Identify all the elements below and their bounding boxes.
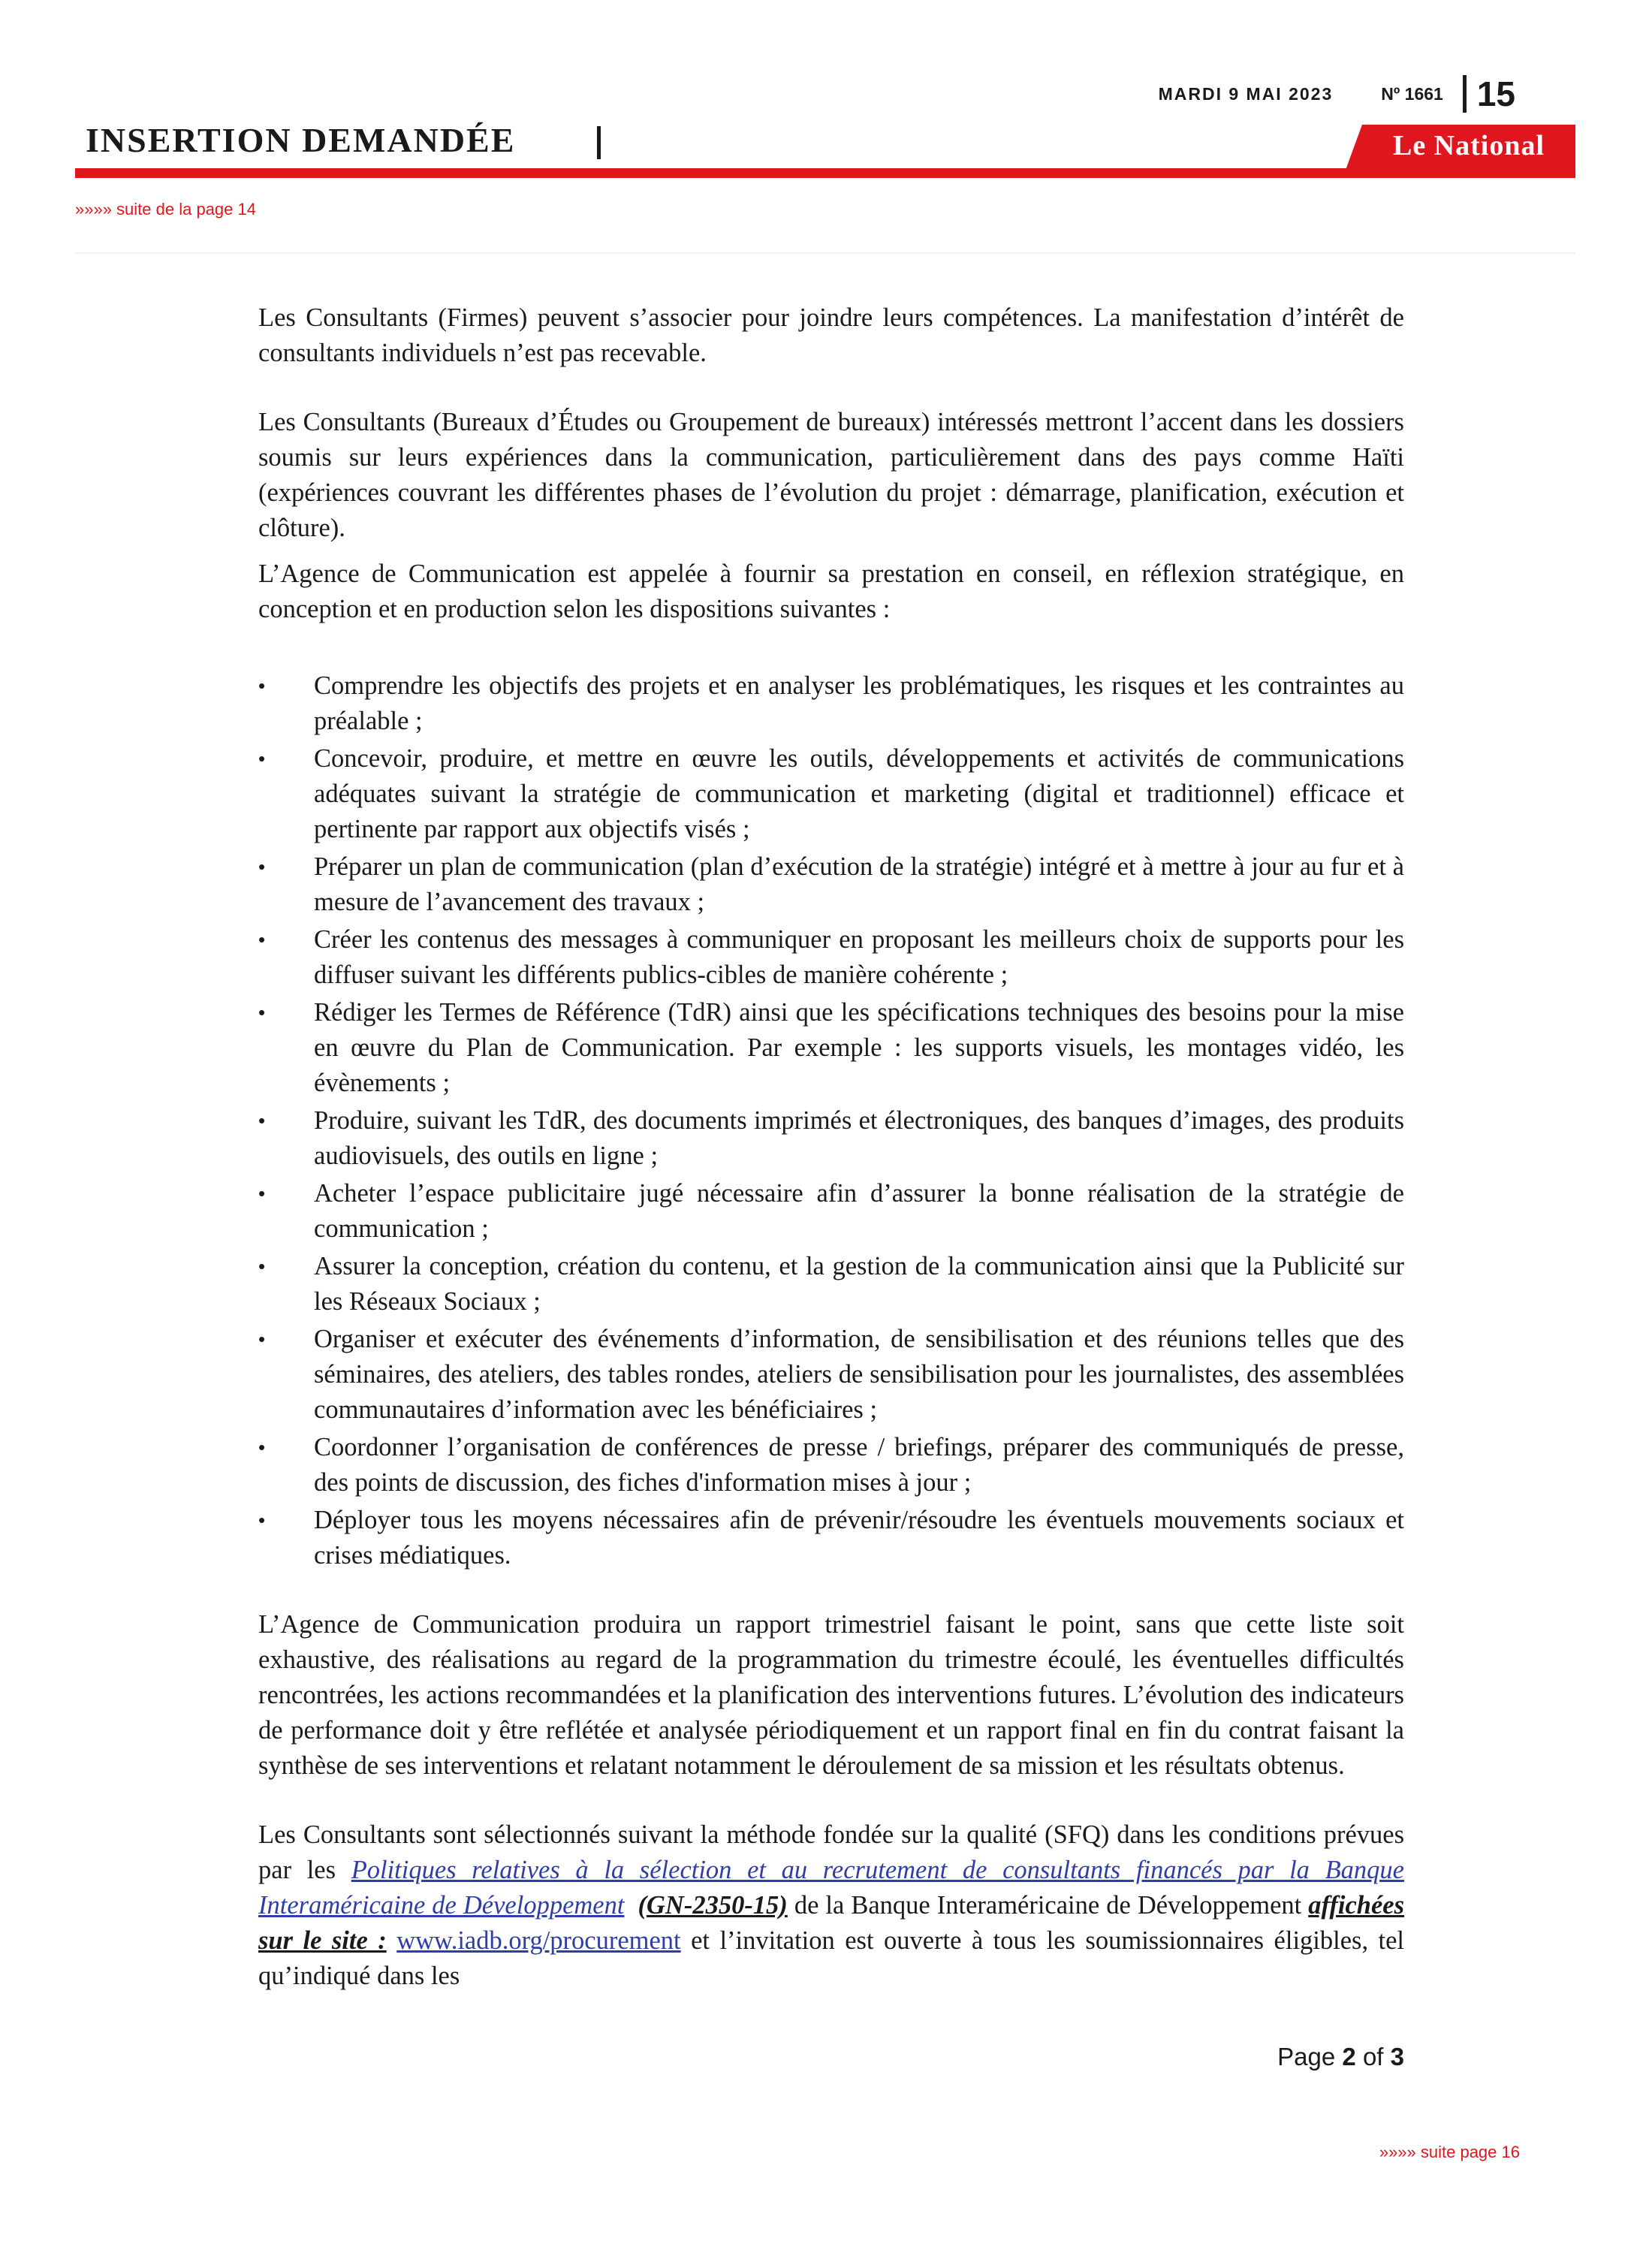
list-item bbox=[258, 849, 1404, 920]
page-indicator bbox=[1277, 2043, 1404, 2071]
bullet-icon: • bbox=[258, 1509, 266, 1531]
list-item bbox=[258, 1176, 1404, 1247]
list-item-text: Rédiger les Termes de Référence (TdR) ainsi que les spécifications techniques des besoins pour la mise en œuvre du Plan de Communication. Par exemple : les supports visuels, les montages vidéo, les évènements ; bbox=[314, 998, 1404, 1097]
bullet-icon: • bbox=[258, 1328, 266, 1350]
list-item-text: Assurer la conception, création du contenu, et la gestion de la communication ainsi que la Publicité sur les Réseaux Sociaux ; bbox=[314, 1252, 1404, 1316]
bullet-icon: • bbox=[258, 1109, 266, 1132]
page-indicator-middle: of bbox=[1355, 2043, 1391, 2071]
selection-text-a: Les Consultants sont sélectionnés suivant la méthode fondée sur la qualité (SFQ) dans les conditions prévues par les bbox=[258, 1820, 1404, 1884]
list-item-text: Acheter l’espace publicitaire jugé nécessaire afin d’assurer la bonne réalisation de la stratégie de communication ; bbox=[314, 1179, 1404, 1243]
paragraph-consultants-association: Les Consultants (Firmes) peuvent s’associer pour joindre leurs compétences. La manifestation d’intérêt de consultants individuels n’est pas recevable. bbox=[258, 303, 1404, 367]
section-title: INSERTION DEMANDÉE bbox=[86, 121, 516, 159]
list-item-text: Préparer un plan de communication (plan d’exécution de la stratégie) intégré et à mettre à jour au fur et à mesure de l’avancement des travaux ; bbox=[314, 852, 1404, 916]
list-item bbox=[258, 1103, 1404, 1174]
bullet-icon: • bbox=[258, 1001, 266, 1024]
paragraph-quarterly-report: L’Agence de Communication produira un rapport trimestriel faisant le point, sans que cette liste soit exhaustive, des réalisations au regard de la programmation du trimestre écoulé, les éventuelles difficultés rencontrées, les actions recommandées et la planification des interventions futures. L’évolution des indicateurs de performance doit y être reflétée et analysée périodiquement et un rapport final en fin du contrat faisant la synthèse de ses interventions et relatant notamment le déroulement de sa mission et les résultats obtenus. bbox=[258, 1610, 1404, 1780]
posted-on-label: affichées sur le site : bbox=[258, 1891, 1405, 1955]
bullet-icon: • bbox=[258, 928, 266, 951]
list-item-text: Créer les contenus des messages à communiquer en proposant les meilleurs choix de supports pour les diffuser suivant les différents publics-cibles de manière cohérente ; bbox=[314, 925, 1404, 989]
masthead-meta bbox=[1159, 74, 1515, 114]
list-item-text: Organiser et exécuter des événements d’information, de sensibilisation et des réunions telles que des séminaires, des ateliers, des tables rondes, ateliers de sensibilisation pour les journalistes, des assemblées communautaires d’information avec les bénéficiaires ; bbox=[314, 1325, 1404, 1424]
list-item-text: Concevoir, produire, et mettre en œuvre les outils, développements et activités de communications adéquates suivant la stratégie de communication et marketing (digital et traditionnel) efficace et pertinente par rapport aux objectifs visés ; bbox=[314, 744, 1404, 843]
services-list bbox=[258, 668, 1404, 1573]
page-number: 15 bbox=[1476, 74, 1515, 113]
list-item bbox=[258, 1503, 1404, 1573]
continued-to-link[interactable]: »»»» suite page 16 bbox=[1379, 2143, 1520, 2161]
policy-link[interactable]: Politiques relatives à la sélection et au recrutement de consultants financés par la Banque Interaméricaine de Développement bbox=[258, 1856, 1404, 1920]
list-item-text: Produire, suivant les TdR, des documents imprimés et électroniques, des banques d’images, des produits audiovisuels, des outils en ligne ; bbox=[314, 1106, 1404, 1170]
policy-code: (GN-2350-15) bbox=[638, 1891, 788, 1920]
list-item bbox=[258, 995, 1404, 1101]
bullet-icon: • bbox=[258, 1436, 266, 1458]
selection-text-b: de la Banque Interaméricaine de Développement bbox=[787, 1891, 1309, 1920]
procurement-url-link[interactable]: www.iadb.org/procurement bbox=[396, 1926, 681, 1955]
list-item bbox=[258, 1322, 1404, 1428]
issue-number: Nº 1661 bbox=[1381, 83, 1443, 104]
page-indicator-total: 3 bbox=[1390, 2043, 1404, 2071]
brand-name: Le National bbox=[1392, 130, 1545, 161]
list-item bbox=[258, 668, 1404, 739]
list-item bbox=[258, 922, 1404, 993]
bullet-icon: • bbox=[258, 747, 266, 770]
paragraph-consultants-experience: Les Consultants (Bureaux d’Études ou Groupement de bureaux) intéressés mettront l’accent dans les dossiers soumis sur leurs expériences dans la communication, particulièrement dans des pays comme Haïti (expériences couvrant les différentes phases de l’évolution du projet : démarrage, planification, exécution et clôture). bbox=[258, 408, 1404, 542]
bullet-icon: • bbox=[258, 855, 266, 878]
list-item bbox=[258, 1430, 1404, 1500]
selection-text-c: et l’invitation est ouverte à tous les soumissionnaires éligibles, tel qu’indiqué dans les bbox=[258, 1926, 1405, 1990]
section-divider bbox=[597, 126, 601, 159]
page-indicator-prefix: Page bbox=[1277, 2043, 1343, 2071]
continued-from-link[interactable]: »»»» suite de la page 14 bbox=[75, 200, 256, 219]
publication-date: MARDI 9 MAI 2023 bbox=[1158, 83, 1334, 104]
list-item bbox=[258, 1249, 1404, 1320]
bullet-icon: • bbox=[258, 1182, 266, 1205]
meta-divider bbox=[1463, 75, 1467, 113]
list-item bbox=[258, 741, 1404, 847]
scanned-document bbox=[258, 300, 1404, 1994]
list-item-text: Coordonner l’organisation de conférences de presse / briefings, préparer des communiqués de presse, des points de discussion, des fiches d'information mises à jour ; bbox=[314, 1433, 1404, 1497]
bullet-icon: • bbox=[258, 674, 266, 697]
list-item-text: Déployer tous les moyens nécessaires afin de prévenir/résoudre les éventuels mouvements sociaux et crises médiatiques. bbox=[314, 1506, 1404, 1570]
page-indicator-current: 2 bbox=[1342, 2043, 1356, 2071]
paragraph-selection-method bbox=[258, 1817, 1404, 1994]
paragraph-agency-services: L’Agence de Communication est appelée à fournir sa prestation en conseil, en réflexion stratégique, en conception et en production selon les dispositions suivantes : bbox=[258, 559, 1404, 623]
list-item-text: Comprendre les objectifs des projets et en analyser les problématiques, les risques et les contraintes au préalable ; bbox=[314, 671, 1404, 735]
bullet-icon: • bbox=[258, 1255, 266, 1277]
scan-top-edge bbox=[75, 252, 1575, 254]
